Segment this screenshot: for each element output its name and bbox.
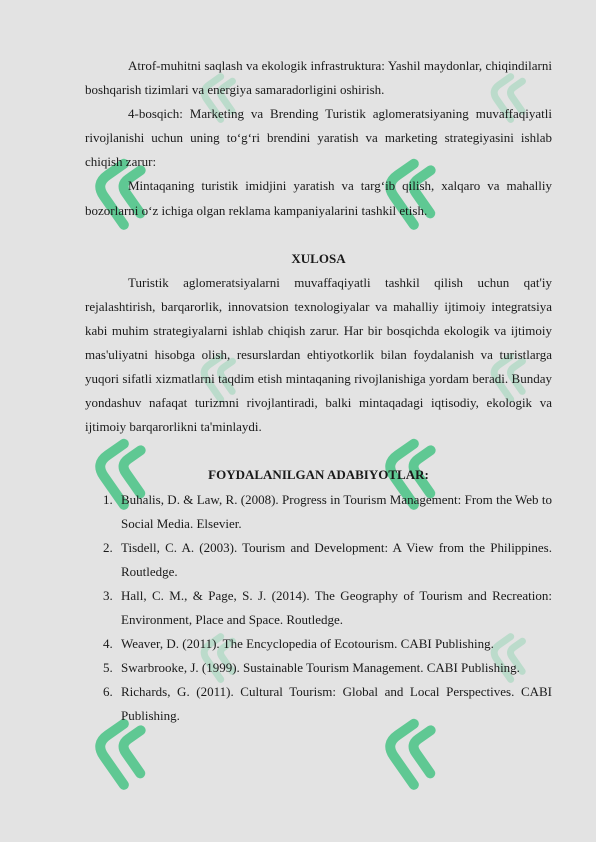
reference-text: Weaver, D. (2011). The Encyclopedia of Ecotourism. CABI Publishing. (121, 636, 494, 652)
list-item (85, 656, 552, 680)
reference-number: 2. (103, 539, 113, 555)
reference-text: Tisdell, C. A. (2003). Tourism and Development: A View from the Philippines. Routledge. (121, 539, 552, 579)
reference-text: Buhalis, D. & Law, R. (2008). Progress in Tourism Management: From the Web to Social Media. Elsevier. (121, 491, 552, 531)
reference-text: Richards, G. (2011). Cultural Tourism: Global and Local Perspectives. CABI Publishing. (121, 684, 552, 724)
references-list (85, 488, 552, 729)
references-heading: FOYDALANILGAN ADABIYOTLAR: (208, 467, 429, 483)
list-item (85, 680, 552, 728)
list-item (85, 584, 552, 632)
conclusion-text: Turistik aglomeratsiyalarni muvaffaqiyatli tashkil qilish uchun qat'iy rejalashtirish, barqarorlik, innovatsion texnologiyalar va mahalliy ijtimoiy integratsiya kabi muhim strategiyalarni ishlab chiqish zarur. Har bir bosqichda ekologik va ijtimoiy mas'uliyatni hisobga olish, resurslardan ehtiyotkorlik bilan foydalanish va turistlarga yuqori sifatli xizmatlarni taqdim etish mintaqaning rivojlanishiga yordam beradi. Bunday yondashuv nafaqat turizmni rivojlantiradi, balki mintaqadagi iqtisodiy, ekologik va ijtimoiy barqarorlikni ta'minlaydi. (85, 274, 552, 435)
list-item (85, 488, 552, 536)
spacer (85, 439, 552, 463)
list-item (85, 536, 552, 584)
reference-number: 4. (103, 636, 113, 652)
reference-text: Swarbrooke, J. (1999). Sustainable Tourism Management. CABI Publishing. (121, 660, 520, 676)
reference-number: 3. (103, 587, 113, 603)
reference-text: Hall, C. M., & Page, S. J. (2014). The Geography of Tourism and Recreation: Environment, Place and Space. Routledge. (121, 587, 552, 627)
paragraph: Atrof-muhitni saqlash va ekologik infrastruktura: Yashil maydonlar, chiqindilarni boshqarish tizimlari va energiya samaradorligini oshirish. (85, 58, 552, 98)
list-item (85, 632, 552, 656)
paragraph: Mintaqaning turistik imidjini yaratish va targ‘ib qilish, xalqaro va mahalliy bozorlarni o‘z ichiga olgan reklama kampaniyalarini tashkil etish. (85, 178, 552, 218)
paragraph: 4-bosqich: Marketing va Brending Turistik aglomeratsiyaning muvaffaqiyatli rivojlanishi uchun uning to‘g‘ri brendini yaratish va marketing strategiyasini ishlab chiqish zarur: (85, 106, 552, 170)
conclusion-heading: XULOSA (291, 250, 346, 266)
reference-number: 6. (103, 684, 113, 700)
reference-number: 5. (103, 660, 113, 676)
spacer (85, 223, 552, 247)
document-body (85, 54, 552, 728)
reference-number: 1. (103, 491, 113, 507)
